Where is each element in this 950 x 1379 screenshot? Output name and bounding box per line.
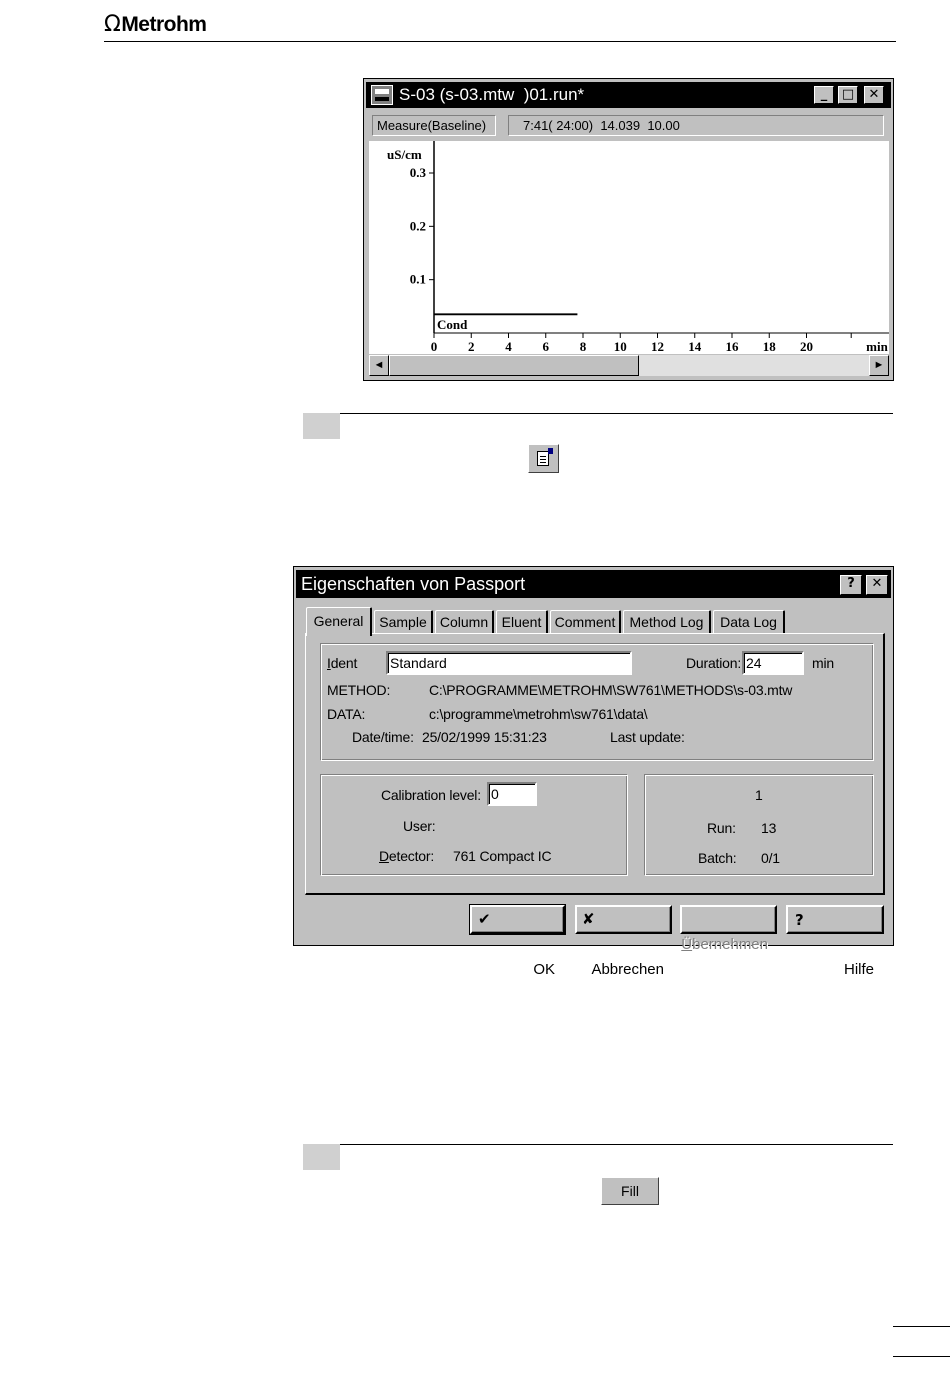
general-tab-panel [305,633,885,895]
datetime-value: 25/02/1999 15:31:23 [422,729,547,745]
ident-label: Ident [327,655,358,671]
help-icon: ? [795,911,804,929]
batch-label: Batch: [698,850,737,866]
step-divider [340,413,893,414]
x-tick-label: min [866,339,888,354]
window-title: S-03 (s-03.mtw )01.run* [399,85,585,104]
header-divider [104,41,896,42]
ok-button[interactable]: ✔ OK [470,905,565,934]
calibration-label: Calibration level: [381,787,481,803]
footer-rule [893,1356,950,1357]
batch-value: 0/1 [761,850,780,866]
apply-button[interactable]: Übernehmen [680,905,777,934]
close-button[interactable]: ✕ [864,86,884,104]
duration-unit: min [812,655,834,671]
maximize-button[interactable]: □ [838,86,858,104]
user-label: User: [403,818,436,834]
duration-input[interactable]: 24 [742,651,804,675]
duration-label: Duration: [686,655,742,671]
y-axis-label: uS/cm [387,147,422,162]
properties-dialog [293,566,894,978]
chromatogram-chart [369,141,889,354]
metrohm-logo [104,12,206,37]
tab-method-log[interactable]: Method Log [623,610,711,634]
checkmark-icon: ✔ [478,910,491,928]
data-label: DATA: [327,706,366,722]
x-tick-label: 6 [542,339,549,354]
x-tick-label: 20 [800,339,813,354]
x-tick-label: 10 [613,339,627,354]
run-label: Run: [707,820,736,836]
scroll-thumb[interactable] [389,355,639,376]
status-readout: 7:41( 24:00) 14.039 10.00 [508,115,884,136]
horizontal-scrollbar[interactable] [369,355,889,376]
x-tick-label: 12 [651,339,664,354]
x-tick-label: 18 [762,339,776,354]
help-question-button[interactable]: ? [840,575,862,595]
x-tick-label: 4 [505,339,512,354]
help-button[interactable]: ? Hilfe [786,905,884,934]
logo-text: Metrohm [121,13,207,36]
x-tick-label: 14 [688,339,702,354]
sample-number: 1 [755,787,763,803]
data-path: c:\programme\metrohm\sw761\data\ [429,706,648,722]
x-tick-label: 8 [579,339,587,354]
datetime-label: Date/time: [352,729,414,745]
step-marker [303,1144,340,1170]
minimize-button[interactable]: _ [814,86,834,104]
dialog-title-bar[interactable] [296,570,891,598]
x-tick-label: 0 [430,339,438,354]
series-label-cond: Cond [437,317,468,332]
cancel-button[interactable]: ✘ Abbrechen [575,905,672,934]
detector-label: Detector: [379,848,435,864]
tab-eluent[interactable]: Eluent [496,610,548,634]
chromatogram-window [363,78,894,381]
status-mode: Measure(Baseline) [372,115,496,136]
y-tick-label: 0.2 [409,218,426,234]
ident-input[interactable]: Standard [386,651,632,675]
properties-toolbar-icon[interactable] [528,444,559,473]
calibration-input[interactable]: 0 [487,782,537,806]
last-update-label: Last update: [610,729,685,745]
step-divider [340,1144,893,1145]
cross-icon: ✘ [582,910,595,928]
tab-general[interactable]: General [306,607,372,636]
dialog-title: Eigenschaften von Passport [301,574,526,594]
scroll-right-button[interactable]: ► [869,355,889,376]
method-label: METHOD: [327,682,391,698]
x-tick-label: 16 [725,339,739,354]
scroll-left-button[interactable]: ◄ [369,355,389,376]
step-marker [303,413,340,439]
chromatogram-plot[interactable] [369,141,889,354]
application-icon[interactable] [371,85,393,105]
tab-column[interactable]: Column [435,610,494,634]
omega-logo-icon: Ω [104,12,121,37]
tab-sample[interactable]: Sample [374,610,433,634]
y-tick-label: 0.3 [409,165,426,180]
run-value: 13 [761,820,777,836]
tab-data-log[interactable]: Data Log [713,610,785,634]
tab-comment[interactable]: Comment [550,610,621,634]
fill-button[interactable]: Fill [601,1177,659,1205]
dialog-close-button[interactable]: ✕ [866,575,888,595]
y-tick-label: 0.1 [409,271,426,287]
method-path: C:\PROGRAMME\METROHM\SW761\METHODS\s-03.mtw [429,682,793,698]
x-tick-label: 2 [468,339,475,354]
chromatogram-title-bar[interactable] [366,82,891,108]
detector-value: 761 Compact IC [453,848,552,864]
footer-rule [893,1326,950,1327]
